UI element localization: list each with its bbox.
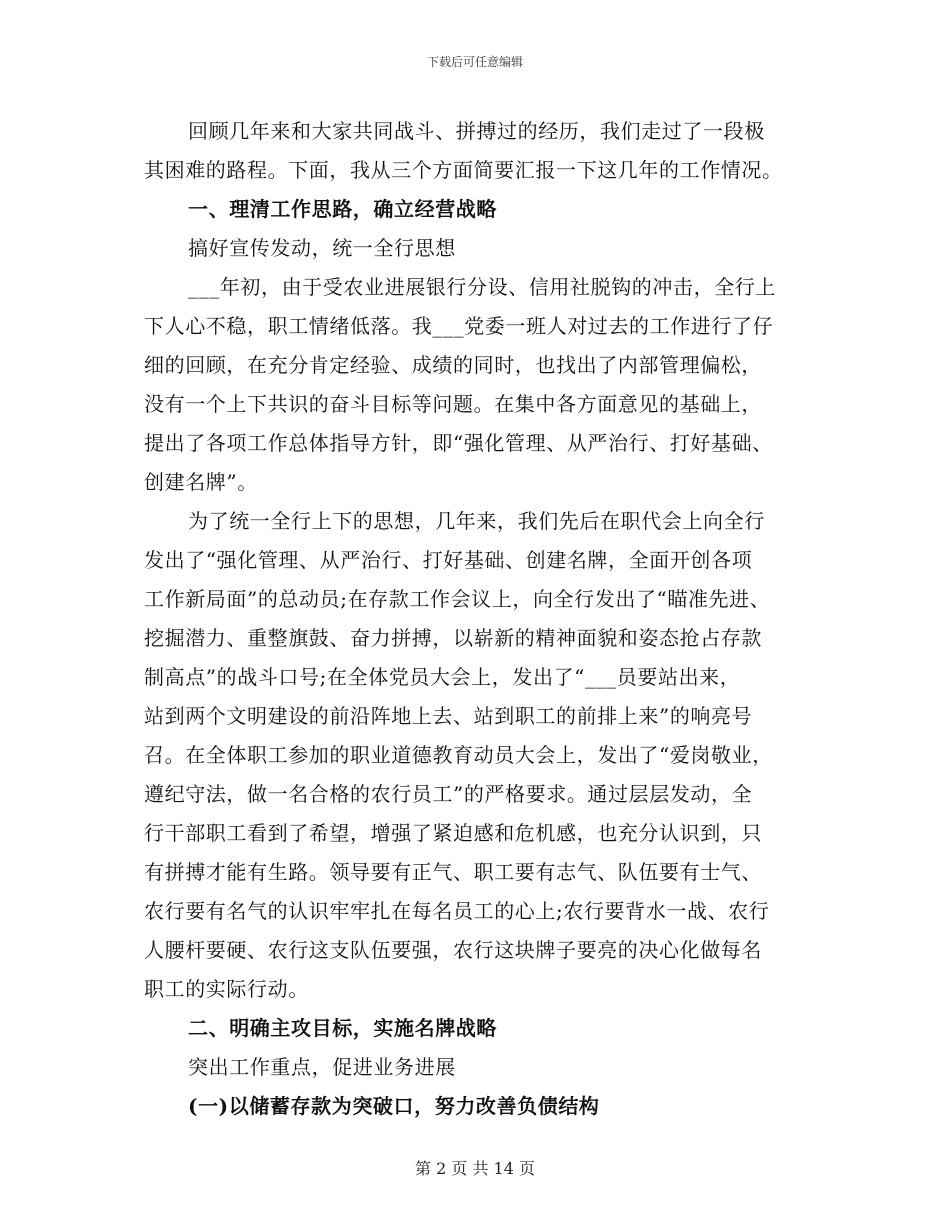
text-line: ___年初，由于受农业进展银行分设、信用社脱钩的冲击，全行上: [188, 275, 776, 299]
text-line: 提出了各项工作总体指导方针，即“强化管理、从严治行、打好基础、: [144, 431, 773, 455]
text-line: 遵纪守法，做一名合格的农行员工”的严格要求。通过层层发动，全: [144, 782, 753, 806]
page-number: 第 2 页 共 14 页: [415, 1159, 535, 1178]
text-line: 突出工作重点，促进业务进展: [188, 1055, 456, 1079]
text-line: 有拼搏才能有生路。领导要有正气、职工要有志气、队伍要有士气、: [144, 860, 762, 884]
text-line: 细的回顾，在充分肯定经验、成绩的同时，也找出了内部管理偏松，: [144, 353, 762, 377]
text-line: 农行要有名气的认识牢牢扎在每名员工的心上;农行要背水一战、农行: [144, 899, 770, 923]
text-line: 站到两个文明建设的前沿阵地上去、站到职工的前排上来”的响亮号: [144, 704, 753, 728]
text-line: 为了统一全行上下的思想，几年来，我们先后在职代会上向全行: [188, 509, 765, 533]
text-line: 创建名牌”。: [144, 470, 258, 494]
page-header: 下载后可任意编辑: [426, 55, 523, 69]
text-line: 回顾几年来和大家共同战斗、拼搏过的经历，我们走过了一段极: [188, 119, 765, 143]
text-line: 制高点”的战斗口号;在全体党员大会上，发出了“___员要站出来，: [144, 665, 741, 689]
text-line: 召。在全体职工参加的职业道德教育动员大会上，发出了“爱岗敬业，: [144, 743, 773, 767]
document-body: [144, 112, 820, 1126]
section-heading: 二、明确主攻目标，实施名牌战略: [188, 1016, 497, 1040]
text-line: 人腰杆要硬、农行这支队伍要强，农行这块牌子要亮的决心化做每名: [144, 938, 762, 962]
text-line: 其困难的路程。下面，我从三个方面简要汇报一下这几年的工作情况。: [144, 158, 783, 182]
text-line: 下人心不稳，职工情绪低落。我___党委一班人对过去的工作进行了仔: [144, 314, 774, 338]
text-line: 没有一个上下共识的奋斗目标等问题。在集中各方面意见的基础上，: [144, 392, 762, 416]
text-line: 工作新局面”的总动员;在存款工作会议上，向全行发出了“瞄准先进、: [144, 587, 771, 611]
text-line: 职工的实际行动。: [144, 977, 309, 1001]
text-line: 发出了“强化管理、从严治行、打好基础、创建名牌，全面开创各项: [144, 548, 753, 572]
section-heading: (一)以储蓄存款为突破口，努力改善负债结构: [188, 1094, 600, 1118]
text-line: 行干部职工看到了希望，增强了紧迫感和危机感，也充分认识到，只: [144, 821, 762, 845]
section-heading: 一、理清工作思路，确立经营战略: [188, 197, 497, 221]
text-line: 搞好宣传发动，统一全行思想: [188, 236, 456, 260]
text-line: 挖掘潜力、重整旗鼓、奋力拼搏，以崭新的精神面貌和姿态抢占存款: [144, 626, 762, 650]
